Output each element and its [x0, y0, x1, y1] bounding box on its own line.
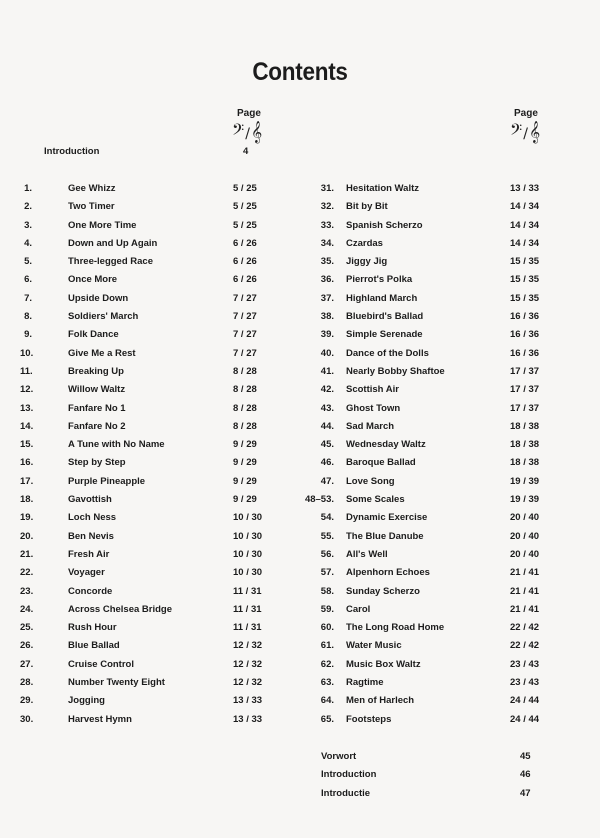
entry-pages: 10 / 30 [233, 512, 263, 524]
entry-title: Willow Waltz [68, 384, 126, 396]
entry-number: 63. [320, 677, 334, 689]
entry-number: 45. [320, 439, 334, 451]
entry-title: Bluebird's Ballad [346, 311, 424, 323]
right-page-header: Page [514, 108, 538, 119]
entry-pages: 15 / 35 [510, 292, 540, 304]
entry-title: Fanfare No 2 [68, 420, 126, 432]
entry-pages: 10 / 30 [233, 567, 263, 579]
entry-title: Highland March [346, 292, 418, 304]
entry-pages: 46 [520, 769, 531, 781]
entry-pages: 17 / 37 [510, 384, 540, 396]
entry-number: 28. [20, 677, 34, 689]
entry-pages: 17 / 37 [510, 365, 540, 377]
entry-title: Cruise Control [68, 658, 134, 670]
entry-number: 10. [20, 347, 34, 359]
contents-row [0, 348, 600, 366]
entry-number: 31. [320, 183, 334, 194]
entry-pages: 6 / 26 [233, 237, 257, 249]
entry-pages: 21 / 41 [510, 603, 540, 615]
extra-entry [0, 769, 600, 787]
entry-pages: 9 / 29 [233, 475, 257, 487]
entry-title: Ragtime [346, 677, 384, 689]
entry-number: 55. [320, 530, 334, 542]
bass-clef-icon: 𝄢 [232, 121, 245, 143]
treble-clef-icon: 𝄞 [528, 121, 541, 143]
entry-number: 64. [320, 695, 334, 707]
entry-title: Dynamic Exercise [346, 512, 428, 524]
entry-number: 17. [20, 475, 34, 487]
entry-number: 11. [20, 365, 33, 377]
extra-entry [0, 788, 600, 806]
entry-title: Wednesday Waltz [346, 439, 426, 451]
entry-pages: 21 / 41 [510, 567, 540, 579]
contents-row [0, 494, 600, 512]
entry-number: 57. [320, 567, 334, 579]
entry-number: 47. [320, 475, 334, 487]
entry-number: 48–53. [304, 494, 334, 506]
left-page-header: Page [237, 108, 261, 119]
entry-pages: 20 / 40 [510, 548, 540, 560]
entry-number: 42. [320, 384, 334, 396]
entry-pages: 13 / 33 [233, 713, 263, 725]
entry-number: 12. [20, 384, 34, 396]
entry-title: Baroque Ballad [346, 457, 416, 469]
entry-pages: 18 / 38 [510, 439, 540, 451]
entry-pages: 8 / 28 [233, 420, 257, 432]
entry-number: 5. [24, 256, 32, 268]
entry-number: 60. [320, 622, 334, 634]
entry-pages: 11 / 31 [233, 585, 262, 597]
entry-pages: 15 / 35 [510, 274, 540, 286]
entry-title: Jogging [68, 695, 105, 707]
entry-pages: 16 / 36 [510, 311, 540, 323]
contents-row [0, 567, 600, 585]
entry-title: One More Time [68, 219, 137, 231]
entry-pages: 45 [520, 751, 531, 762]
entry-number: 30. [20, 713, 34, 725]
entry-number: 33. [320, 219, 334, 231]
entry-number: 39. [320, 329, 334, 341]
entry-title: Folk Dance [68, 329, 119, 341]
entry-pages: 19 / 39 [510, 494, 540, 506]
entry-title: Scottish Air [346, 384, 399, 396]
contents-row [0, 622, 600, 640]
entry-title: Down and Up Again [68, 237, 158, 249]
contents-row [0, 476, 600, 494]
intro-label: Introduction [44, 146, 100, 157]
entry-title: Bit by Bit [346, 201, 388, 213]
entry-title: Fresh Air [68, 548, 110, 560]
entry-number: 4. [24, 237, 32, 249]
entry-pages: 12 / 32 [233, 640, 263, 652]
entry-number: 3. [24, 219, 32, 231]
entry-number: 14. [20, 420, 34, 432]
contents-row [0, 604, 600, 622]
entry-number: 61. [320, 640, 334, 652]
entry-title: Men of Harlech [346, 695, 415, 707]
treble-clef-icon: 𝄞 [250, 121, 263, 143]
entry-title: Harvest Hymn [68, 713, 132, 725]
entry-number: 41. [320, 365, 334, 377]
entry-title: Pierrot's Polka [346, 274, 413, 286]
contents-row [0, 220, 600, 238]
entry-pages: 18 / 38 [510, 457, 540, 469]
entry-pages: 8 / 28 [233, 384, 257, 396]
right-clef-icons: 𝄢/𝄞 [510, 121, 541, 143]
entry-title: Soldiers' March [68, 311, 139, 323]
entry-title: Give Me a Rest [68, 347, 136, 359]
entry-number: 18. [20, 494, 34, 506]
entry-pages: 8 / 28 [233, 365, 257, 377]
entry-number: 44. [320, 420, 334, 432]
entry-pages: 16 / 36 [510, 347, 540, 359]
bass-clef-icon: 𝄢 [510, 121, 523, 143]
contents-row [0, 256, 600, 274]
entry-pages: 7 / 27 [233, 292, 257, 304]
entry-number: 6. [24, 274, 32, 286]
entry-pages: 8 / 28 [233, 402, 257, 414]
entry-title: Music Box Waltz [346, 658, 421, 670]
entry-title: The Long Road Home [346, 622, 445, 634]
entry-number: 26. [20, 640, 34, 652]
entry-pages: 5 / 25 [233, 219, 257, 231]
entry-pages: 12 / 32 [233, 658, 263, 670]
extra-entry [0, 751, 600, 769]
entry-pages: 17 / 37 [510, 402, 540, 414]
contents-row [0, 274, 600, 292]
entry-title: Voyager [68, 567, 105, 579]
entry-pages: 11 / 31 [233, 622, 262, 634]
entry-pages: 22 / 42 [510, 640, 540, 652]
left-clef-icons: 𝄢/𝄞 [232, 121, 263, 143]
entry-pages: 21 / 41 [510, 585, 540, 597]
contents-row [0, 549, 600, 567]
entry-number: 56. [320, 548, 334, 560]
contents-row [0, 366, 600, 384]
entry-number: 43. [320, 402, 334, 414]
entry-number: 40. [320, 347, 334, 359]
entry-pages: 15 / 35 [510, 256, 540, 268]
entry-pages: 10 / 30 [233, 548, 263, 560]
entry-title: Concorde [68, 585, 113, 597]
entry-pages: 9 / 29 [233, 457, 257, 469]
contents-row [0, 531, 600, 549]
entry-number: 7. [24, 292, 32, 304]
entry-pages: 16 / 36 [510, 329, 540, 341]
entry-pages: 10 / 30 [233, 530, 263, 542]
entry-title: Breaking Up [68, 365, 124, 377]
entry-number: 8. [24, 311, 32, 323]
entry-pages: 9 / 29 [233, 439, 257, 451]
entry-pages: 5 / 25 [233, 201, 257, 213]
intro-entry [44, 146, 304, 157]
entry-pages: 7 / 27 [233, 311, 257, 323]
entry-title: Fanfare No 1 [68, 402, 126, 414]
entry-pages: 14 / 34 [510, 219, 540, 231]
entry-number: 15. [20, 439, 34, 451]
contents-row [0, 586, 600, 604]
entry-pages: 7 / 27 [233, 347, 257, 359]
entry-number: 21. [20, 548, 34, 560]
entry-number: 1. [24, 183, 32, 194]
contents-row [0, 329, 600, 347]
entry-pages: 19 / 39 [510, 475, 540, 487]
contents-row [0, 238, 600, 256]
page-title: Contents [252, 58, 348, 86]
entry-number: 46. [320, 457, 334, 469]
entry-pages: 11 / 31 [233, 603, 262, 615]
entry-number: 58. [320, 585, 334, 597]
entry-number: 13. [20, 402, 34, 414]
extra-contents-list [0, 751, 600, 806]
entry-number: 23. [20, 585, 34, 597]
entry-title: Footsteps [346, 713, 392, 725]
entry-title: Simple Serenade [346, 329, 423, 341]
entry-pages: 22 / 42 [510, 622, 540, 634]
entry-pages: 18 / 38 [510, 420, 540, 432]
entry-pages: 5 / 25 [233, 183, 257, 194]
entry-title: Ghost Town [346, 402, 401, 414]
entry-number: 25. [20, 622, 34, 634]
entry-number: 65. [320, 713, 334, 725]
entry-pages: 23 / 43 [510, 677, 540, 689]
contents-row [0, 714, 600, 732]
entry-title: Sad March [346, 420, 395, 432]
entry-title: Gavottish [68, 494, 112, 506]
entry-title: Number Twenty Eight [68, 677, 165, 689]
entry-pages: 20 / 40 [510, 530, 540, 542]
entry-title: Loch Ness [68, 512, 117, 524]
entry-title: Step by Step [68, 457, 126, 469]
entry-number: 38. [320, 311, 334, 323]
entry-title: Once More [68, 274, 118, 286]
entry-title: Rush Hour [68, 622, 117, 634]
contents-list [0, 183, 600, 732]
entry-title: Introductie [321, 787, 371, 799]
entry-pages: 6 / 26 [233, 256, 257, 268]
contents-row [0, 457, 600, 475]
entry-number: 62. [320, 658, 334, 670]
entry-number: 22. [20, 567, 34, 579]
contents-row [0, 695, 600, 713]
entry-title: A Tune with No Name [68, 439, 165, 451]
contents-row [0, 659, 600, 677]
entry-title: Jiggy Jig [346, 256, 388, 268]
entry-title: Across Chelsea Bridge [68, 603, 173, 615]
entry-pages: 47 [520, 787, 531, 799]
entry-pages: 23 / 43 [510, 658, 540, 670]
entry-pages: 20 / 40 [510, 512, 540, 524]
contents-row [0, 439, 600, 457]
entry-number: 54. [320, 512, 334, 524]
entry-pages: 6 / 26 [233, 274, 257, 286]
entry-number: 34. [320, 237, 334, 249]
entry-number: 32. [320, 201, 334, 213]
entry-number: 9. [24, 329, 32, 341]
entry-title: Gee Whizz [68, 183, 116, 194]
entry-pages: 13 / 33 [233, 695, 263, 707]
entry-pages: 14 / 34 [510, 237, 540, 249]
entry-title: Sunday Scherzo [346, 585, 420, 597]
entry-number: 37. [320, 292, 334, 304]
entry-title: Nearly Bobby Shaftoe [346, 365, 445, 377]
entry-title: Hesitation Waltz [346, 183, 420, 194]
entry-title: Czardas [346, 237, 383, 249]
entry-title: Introduction [321, 769, 377, 781]
intro-page: 4 [243, 146, 249, 157]
entry-title: Upside Down [68, 292, 129, 304]
entry-number: 27. [20, 658, 34, 670]
contents-row [0, 640, 600, 658]
entry-title: Vorwort [321, 751, 357, 762]
contents-row [0, 183, 600, 201]
contents-row [0, 201, 600, 219]
entry-title: Purple Pineapple [68, 475, 146, 487]
entry-title: Love Song [346, 475, 395, 487]
contents-row [0, 403, 600, 421]
entry-title: Water Music [346, 640, 402, 652]
entry-title: The Blue Danube [346, 530, 424, 542]
entry-title: Ben Nevis [68, 530, 114, 542]
entry-number: 36. [320, 274, 334, 286]
entry-number: 59. [320, 603, 334, 615]
entry-pages: 9 / 29 [233, 494, 257, 506]
entry-title: Carol [346, 603, 371, 615]
entry-number: 2. [24, 201, 32, 213]
entry-title: Two Timer [68, 201, 115, 213]
entry-title: All's Well [346, 548, 388, 560]
entry-pages: 24 / 44 [510, 713, 540, 725]
entry-pages: 14 / 34 [510, 201, 540, 213]
entry-title: Three-legged Race [68, 256, 153, 268]
entry-title: Alpenhorn Echoes [346, 567, 430, 579]
entry-number: 20. [20, 530, 34, 542]
entry-title: Dance of the Dolls [346, 347, 429, 359]
contents-row [0, 311, 600, 329]
contents-row [0, 677, 600, 695]
contents-row [0, 293, 600, 311]
entry-number: 29. [20, 695, 34, 707]
entry-title: Blue Ballad [68, 640, 120, 652]
entry-pages: 12 / 32 [233, 677, 263, 689]
contents-row [0, 421, 600, 439]
entry-pages: 24 / 44 [510, 695, 540, 707]
entry-title: Some Scales [346, 494, 405, 506]
entry-number: 16. [20, 457, 34, 469]
contents-row [0, 384, 600, 402]
entry-pages: 13 / 33 [510, 183, 540, 194]
entry-number: 19. [20, 512, 34, 524]
entry-title: Spanish Scherzo [346, 219, 423, 231]
entry-number: 35. [320, 256, 334, 268]
entry-number: 24. [20, 603, 34, 615]
contents-row [0, 512, 600, 530]
entry-pages: 7 / 27 [233, 329, 257, 341]
